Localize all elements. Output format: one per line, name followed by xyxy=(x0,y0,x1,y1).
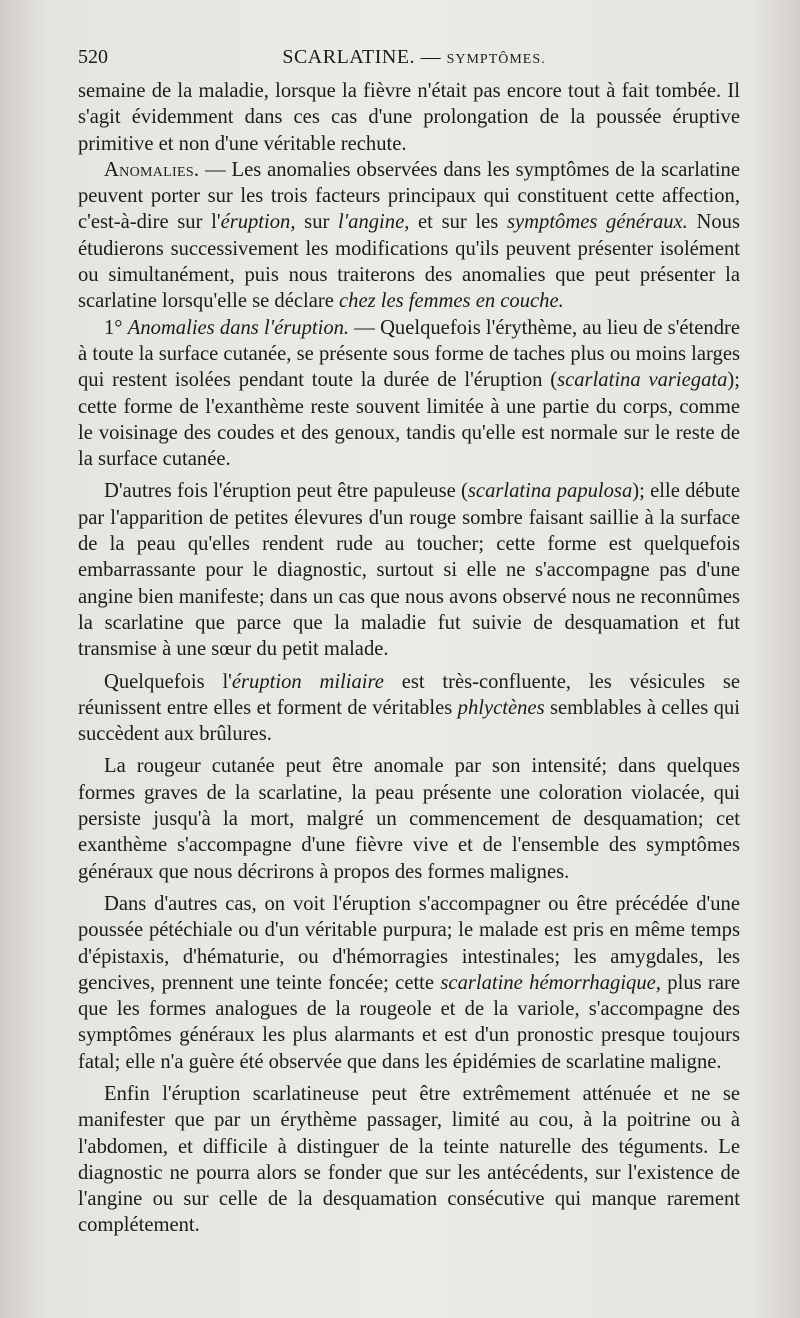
chapter-title: SCARLATINE. xyxy=(282,46,416,68)
section-lead: Anomalies. xyxy=(104,158,200,181)
title-dash: — xyxy=(420,46,442,68)
running-title xyxy=(78,42,750,75)
paragraph-rougeur: La rougeur cutanée peut être anomale par son intensité; dans quelques formes graves de la scarlatine, la peau présente une coloration violacée, qui persiste jusqu'à la mort, malgré un commencement de desquamation; cet exanthème s'accompagne d'une fièvre vive et de l'ensemble des symptômes généraux que nous décrirons à propos des formes malignes. xyxy=(78,755,740,883)
paragraph-hemorrhagique: Dans d'autres cas, on voit l'éruption s'accompagner ou être précédée d'une poussée pétéchiale ou d'un véritable purpura; le malade est pris en même temps d'épistaxis, d'hématurie, ou d'hémorragies intestinales; les amygdales, les gencives, prennent une teinte foncée; cette scarlatine hémorrhagique, plus rare que les formes analogues de la rougeole et de la variole, s'accompagne des symptômes généraux les plus alarmants et est d'un pronostic presque toujours fatal; elle n'a guère été observée que dans les épidémies de scarlatine maligne. xyxy=(78,892,740,1073)
page-body xyxy=(78,78,740,1239)
paragraph-papulosa: D'autres fois l'éruption peut être papuleuse (scarlatina papulosa); elle débute par l'apparition de petites élevures d'un rouge sombre faisant saillie à la surface de la peau qu'elles rendent rude au toucher; cette forme est quelquefois embarrassante pour le diagnostic, surtout si elle ne s'accompagne pas d'une angine bien manifeste; dans un cas que nous avons observé nous ne reconnûmes la scarlatine que parce que la maladie fut suivie de desquamation et fut transmise à une sœur du petit malade. xyxy=(78,480,741,661)
paragraph-eruption-anomalies: 1° Anomalies dans l'éruption. — Quelquefois l'érythème, au lieu de s'étendre à toute la surface cutanée, se présente sous forme de taches plus ou moins larges qui restent isolées pendant toute la durée de l'éruption (scarlatina variegata); cette forme de l'exanthème reste souvent limitée à une partie du corps, comme le voisinage des coudes et des genoux, tandis qu'elle est normale sur le reste de la surface cutanée. xyxy=(78,316,741,471)
paragraph-continuation: semaine de la maladie, lorsque la fièvre n'était pas encore tout à fait tombée. Il s'agit évidemment dans ces cas d'une prolongation de la poussée éruptive primitive et non d'une véritable rechute. xyxy=(78,80,740,155)
paragraph-anomalies: Anomalies. — Les anomalies observées dans les symptômes de la scarlatine peuvent porter sur les trois facteurs principaux qui constituent cette affection, c'est-à-dire sur l'éruption, sur l'angine, et sur les symptômes généraux. Nous étudierons successivement les modifications qu'ils peuvent présenter isolément ou simultanément, puis nous traiterons des anomalies que peut présenter la scarlatine lorsqu'elle se déclare chez les femmes en couche. xyxy=(78,158,740,313)
section-number: 1° xyxy=(104,316,128,339)
subsection-heading: Anomalies dans l'éruption. xyxy=(127,316,350,339)
paragraph-miliaire: Quelquefois l'éruption miliaire est très-confluente, les vésicules se réunissent entre elles et forment de véritables phlyctènes semblables à celles qui succèdent aux brûlures. xyxy=(78,670,740,746)
running-header xyxy=(78,42,750,72)
paragraph-attenuee: Enfin l'éruption scarlatineuse peut être extrêmement atténuée et ne se manifester que par un érythème passager, limité au cou, à la poitrine ou à l'abdomen, et difficile à distinguer de la teinte naturelle des téguments. Le diagnostic ne pourra alors se fonder que sur les antécédents, sur l'existence de l'angine ou sur celle de la desquamation consécutive qui manque rarement complétement. xyxy=(78,1082,740,1237)
page-number: 520 xyxy=(78,46,108,68)
section-title: SYMPTÔMES. xyxy=(446,52,546,67)
